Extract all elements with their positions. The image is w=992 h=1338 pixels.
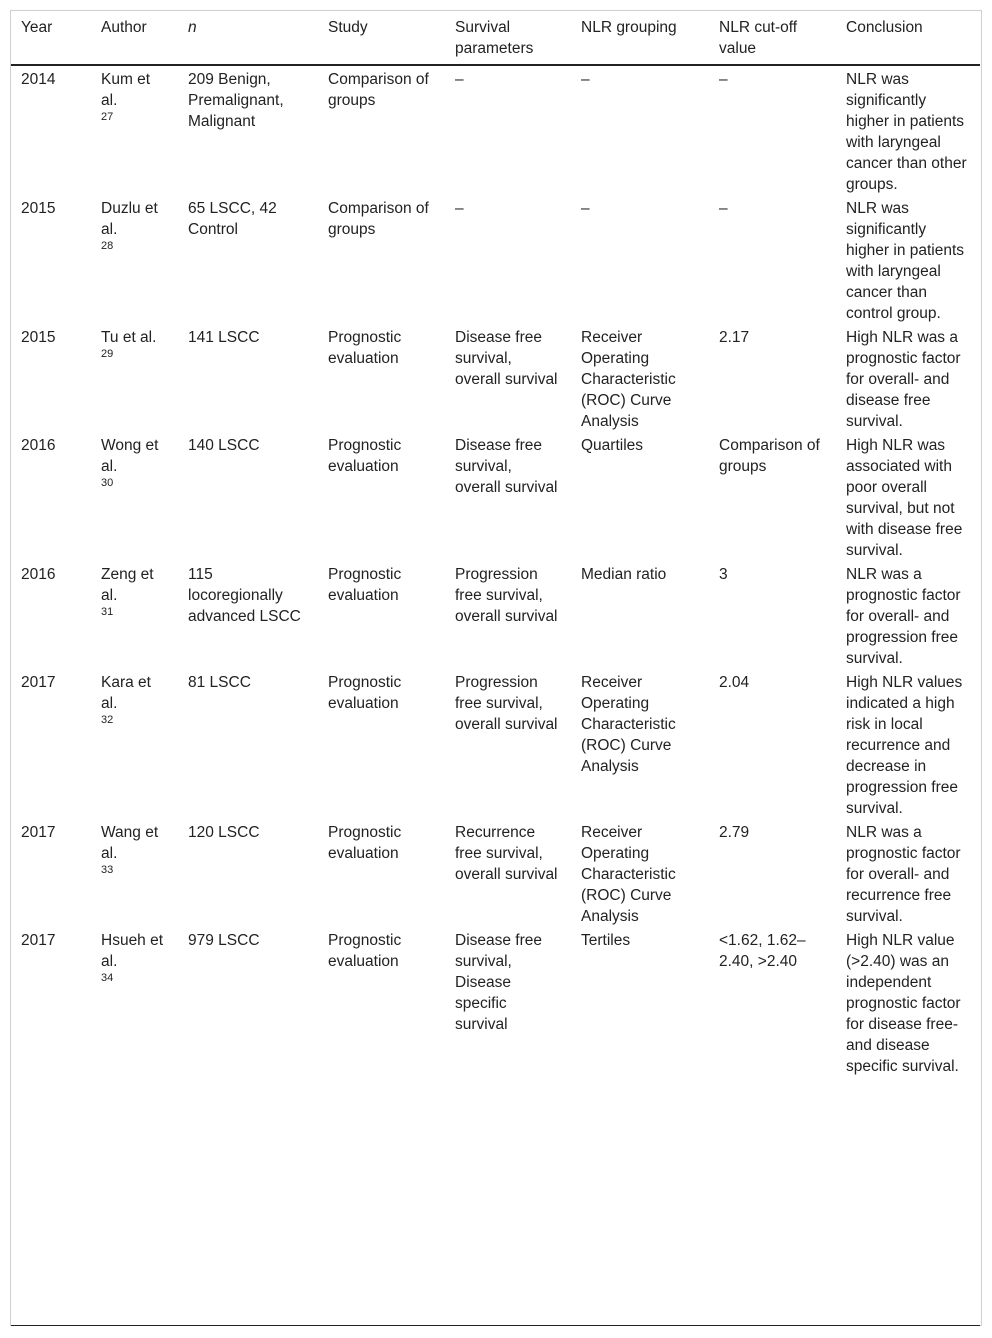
cell-year: 2016	[21, 566, 56, 583]
cell-n: 81 LSCC	[188, 674, 251, 691]
cell-grouping: Quartiles	[581, 437, 644, 454]
table-header-row	[11, 11, 980, 65]
reference-number: 27	[101, 111, 114, 123]
cell-study: Prognostic evaluation	[328, 824, 402, 862]
cell-grouping: Receiver Operating Characteristic (ROC) Curve Analysis	[581, 674, 676, 775]
table-row	[11, 820, 980, 928]
cell-conclusion: NLR was a prognostic factor for overall- and progression free survival.	[846, 566, 961, 667]
author-name: Tu et al.	[101, 329, 157, 346]
cell-conclusion: High NLR was a prognostic factor for overall- and disease free survival.	[846, 329, 961, 430]
reference-number: 28	[101, 240, 114, 252]
author-name: Wong et al.	[101, 437, 159, 475]
header-conclusion: Conclusion	[836, 11, 980, 65]
author-name: Kara et al.	[101, 674, 151, 712]
cell-cutoff: –	[719, 200, 728, 217]
table-row	[11, 65, 980, 196]
cell-grouping: Receiver Operating Characteristic (ROC) Curve Analysis	[581, 329, 676, 430]
cell-author	[91, 196, 178, 325]
cell-year: 2017	[21, 824, 56, 841]
cell-n: 141 LSCC	[188, 329, 260, 346]
cell-conclusion: High NLR value (>2.40) was an independent prognostic factor for disease free- and disease specific survival.	[846, 932, 961, 1075]
reference-number: 34	[101, 972, 114, 984]
cell-author	[91, 820, 178, 928]
header-year: Year	[11, 11, 91, 65]
author-name: Kum et al.	[101, 71, 151, 109]
cell-survival: Disease free survival, overall survival	[455, 437, 558, 496]
header-nlr-grouping: NLR grouping	[571, 11, 709, 65]
reference-number: 33	[101, 864, 114, 876]
cell-author	[91, 433, 178, 562]
cell-study: Prognostic evaluation	[328, 932, 402, 970]
cell-survival: –	[455, 71, 464, 88]
author-name: Hsueh et al.	[101, 932, 164, 970]
cell-year: 2014	[21, 71, 56, 88]
cell-survival: Disease free survival, overall survival	[455, 329, 558, 388]
cell-study: Prognostic evaluation	[328, 437, 402, 475]
cell-n: 115 locoregionally advanced LSCC	[188, 566, 301, 625]
cell-study: Comparison of groups	[328, 71, 429, 109]
reference-number: 32	[101, 714, 114, 726]
reference-number: 31	[101, 606, 114, 618]
cell-year: 2015	[21, 200, 56, 217]
author-name: Wang et al.	[101, 824, 159, 862]
cell-survival: Progression free survival, overall survival	[455, 674, 558, 733]
cell-cutoff: Comparison of groups	[719, 437, 820, 475]
cell-conclusion: High NLR was associated with poor overall survival, but not with disease free survival.	[846, 437, 963, 559]
cell-cutoff: 3	[719, 566, 728, 583]
author-name: Zeng et al.	[101, 566, 154, 604]
cell-study: Prognostic evaluation	[328, 329, 402, 367]
cell-n: 65 LSCC, 42 Control	[188, 200, 277, 238]
cell-survival: Disease free survival, Disease specific survival	[455, 932, 543, 1033]
cell-survival: –	[455, 200, 464, 217]
cell-conclusion: NLR was significantly higher in patients with laryngeal cancer than control group.	[846, 200, 965, 322]
table-row	[11, 562, 980, 670]
cell-n: 209 Benign, Premalignant, Malignant	[188, 71, 284, 130]
cell-author	[91, 562, 178, 670]
cell-year: 2017	[21, 674, 56, 691]
cell-study: Prognostic evaluation	[328, 566, 402, 604]
nlr-studies-table	[11, 11, 980, 1078]
reference-number: 30	[101, 477, 114, 489]
header-survival-parameters: Survival parameters	[445, 11, 571, 65]
cell-survival: Progression free survival, overall survival	[455, 566, 558, 625]
cell-conclusion: NLR was a prognostic factor for overall- and recurrence free survival.	[846, 824, 961, 925]
cell-year: 2015	[21, 329, 56, 346]
cell-grouping: Tertiles	[581, 932, 631, 949]
reference-number: 29	[101, 348, 114, 360]
cell-author	[91, 65, 178, 196]
cell-cutoff: –	[719, 71, 728, 88]
cell-grouping: –	[581, 200, 590, 217]
cell-n: 120 LSCC	[188, 824, 260, 841]
cell-survival: Recurrence free survival, overall survival	[455, 824, 558, 883]
cell-year: 2016	[21, 437, 56, 454]
cell-cutoff: <1.62, 1.62–2.40, >2.40	[719, 932, 806, 970]
header-n: n	[178, 11, 318, 65]
cell-conclusion: NLR was significantly higher in patients with laryngeal cancer than other groups.	[846, 71, 967, 193]
cell-study: Prognostic evaluation	[328, 674, 402, 712]
header-nlr-cutoff: NLR cut-off value	[709, 11, 836, 65]
cell-cutoff: 2.79	[719, 824, 750, 841]
cell-author	[91, 325, 178, 433]
cell-cutoff: 2.17	[719, 329, 750, 346]
table-row	[11, 433, 980, 562]
table-row	[11, 196, 980, 325]
header-author: Author	[91, 11, 178, 65]
header-study: Study	[318, 11, 445, 65]
table-row	[11, 325, 980, 433]
cell-cutoff: 2.04	[719, 674, 750, 691]
table-bottom-rule	[11, 1325, 980, 1326]
cell-grouping: Median ratio	[581, 566, 667, 583]
table-row	[11, 928, 980, 1078]
cell-author	[91, 928, 178, 1078]
cell-n: 979 LSCC	[188, 932, 260, 949]
cell-grouping: –	[581, 71, 590, 88]
cell-grouping: Receiver Operating Characteristic (ROC) Curve Analysis	[581, 824, 676, 925]
cell-study: Comparison of groups	[328, 200, 429, 238]
cell-year: 2017	[21, 932, 56, 949]
cell-author	[91, 670, 178, 820]
cell-conclusion: High NLR values indicated a high risk in local recurrence and decrease in progression free survival.	[846, 674, 963, 817]
table-row	[11, 670, 980, 820]
cell-n: 140 LSCC	[188, 437, 260, 454]
author-name: Duzlu et al.	[101, 200, 158, 238]
